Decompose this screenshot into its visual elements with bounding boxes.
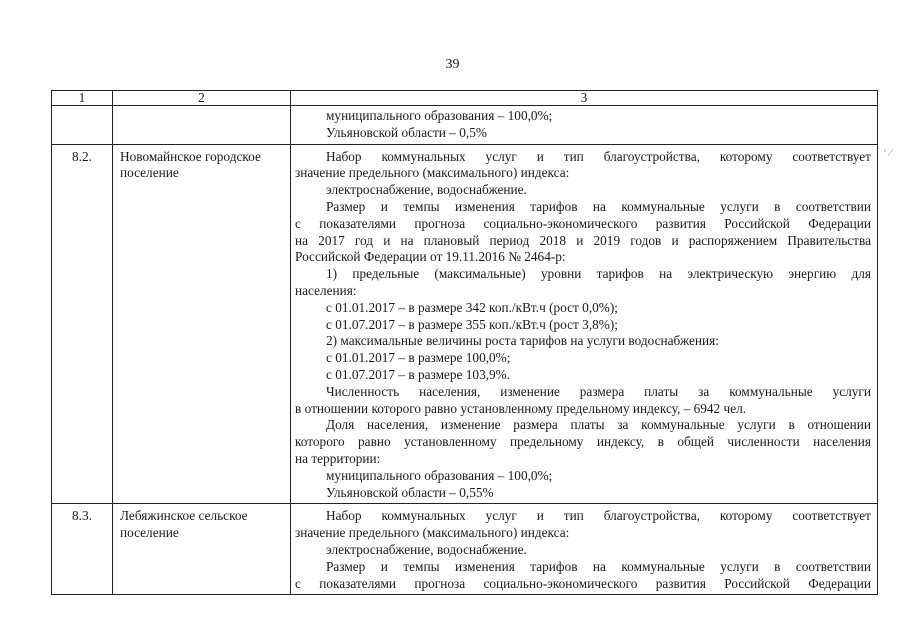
description-line: 1) предельные (максимальные) уровни тарифов на электрическую энергию для: [326, 266, 871, 282]
description-line: Ульяновской области – 0,55%: [326, 484, 494, 500]
description-line: в отношении которого равно установленному предельному индексу, – 6942 чел.: [295, 400, 747, 416]
description-line: Численность населения, изменение размера платы за коммунальные услуги: [326, 383, 871, 399]
settlement-name: Новомайнское городское поселение: [113, 144, 291, 504]
table-header-row: [52, 91, 878, 106]
table-row: [52, 504, 878, 595]
description-line: значение предельного (максимального) индекса:: [295, 525, 570, 541]
description-line: электроснабжение, водоснабжение.: [326, 182, 527, 198]
description-line: Размер и темпы изменения тарифов на коммунальные услуги в соответствии: [326, 198, 871, 214]
scan-mark: ‘ ⁄: [883, 147, 892, 159]
row-number: 8.3.: [52, 504, 113, 595]
description-line: электроснабжение, водоснабжение.: [326, 541, 527, 557]
tariff-table: [51, 90, 878, 595]
table-row: [52, 144, 878, 504]
description-line: Размер и темпы изменения тарифов на коммунальные услуги в соответствии: [326, 558, 871, 574]
row-number: 8.2.: [52, 144, 113, 504]
description-line: муниципального образования – 100,0%;: [326, 108, 553, 123]
settlement-name: Лебяжинское сельское поселение: [113, 504, 291, 595]
description-line: на территории:: [295, 450, 381, 466]
table-row: [52, 106, 878, 145]
description-line: с показателями прогноза социально-экономического развития Российской Федерации: [295, 575, 871, 591]
description-cell: [291, 144, 878, 504]
page-number: 39: [445, 57, 460, 72]
settlement-name: [113, 106, 291, 145]
description-line: с 01.01.2017 – в размере 100,0%;: [326, 350, 511, 366]
header-col-3: 3: [291, 91, 878, 106]
description-line: с 01.01.2017 – в размере 342 коп./кВт.ч (рост 0,0%);: [326, 299, 618, 315]
description-line: Ульяновской области – 0,5%: [326, 124, 487, 140]
description-cell: [291, 106, 878, 145]
description-line: с показателями прогноза социально-экономического развития Российской Федерации: [295, 215, 871, 231]
description-line: населения:: [295, 282, 357, 298]
description-line: с 01.07.2017 – в размере 103,9%.: [326, 366, 511, 382]
description-line: с 01.07.2017 – в размере 355 коп./кВт.ч (рост 3,8%);: [326, 316, 618, 332]
description-line: на 2017 год и на плановый период 2018 и 2019 годов и распоряжением Правительства: [295, 232, 871, 248]
description-line: Российской Федерации от 19.11.2016 № 2464-р:: [295, 249, 566, 265]
description-line: муниципального образования – 100,0%;: [326, 467, 553, 483]
header-col-2: 2: [113, 91, 291, 106]
description-line: Доля населения, изменение размера платы за коммунальные услуги в отношении: [326, 417, 871, 433]
description-line: 2) максимальные величины роста тарифов на услуги водоснабжения:: [326, 333, 719, 349]
header-col-1: 1: [52, 91, 113, 106]
description-line: значение предельного (максимального) индекса:: [295, 165, 570, 181]
description-line: Набор коммунальных услуг и тип благоустройства, которому соответствует: [326, 508, 871, 524]
description-cell: [291, 504, 878, 595]
row-number: [52, 106, 113, 145]
description-line: Набор коммунальных услуг и тип благоустройства, которому соответствует: [326, 148, 871, 164]
description-line: которого равно установленному предельному индексу, в общей численности населения: [295, 434, 871, 450]
